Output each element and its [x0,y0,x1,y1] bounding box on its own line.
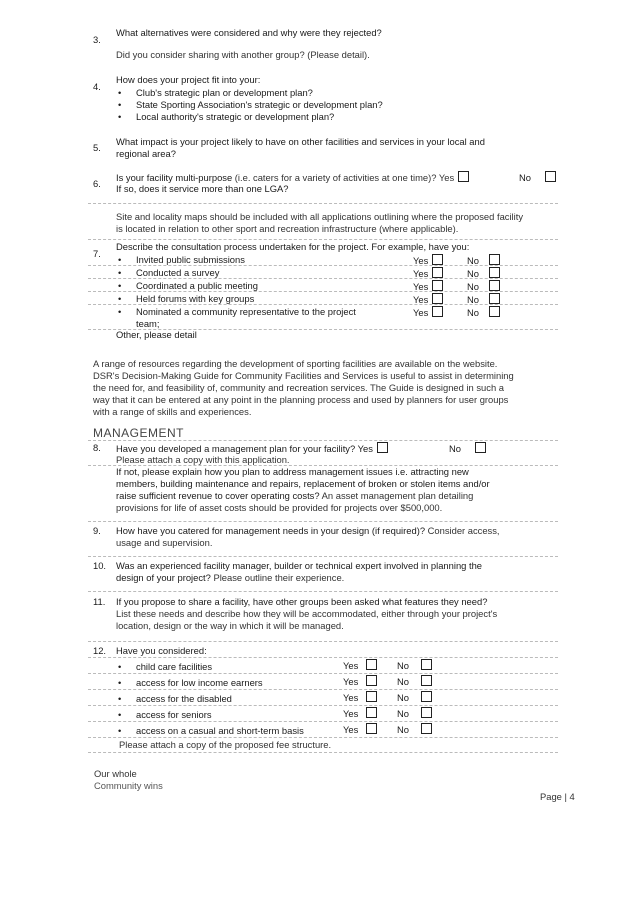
resources-line: the need for, and feasibility of, community and recreation services. The Guide is designed in such a [93,382,504,393]
q5-line1: What impact is your project likely to have on other facilities and services in your local and [116,136,485,147]
q12-yes-row [343,691,377,704]
q5-line2: regional area? [116,148,176,159]
q8-bold: Have you developed a management plan for your facility? [116,443,356,454]
yes-label: Yes [413,268,429,279]
q12-no-checkbox[interactable] [421,691,432,702]
maps-note-line2: is located in relation to other sport and recreation infrastructure (where applicable). [116,223,459,234]
q8-no-label: No [449,443,461,454]
q12-no-checkbox[interactable] [421,659,432,670]
yes-label: Yes [343,676,359,687]
divider [88,641,558,642]
q7-yes-row [413,306,443,319]
q12-yes-row [343,659,377,672]
no-label: No [397,676,409,687]
resources-line: with a range of skills and experiences. [93,406,252,417]
q7-number: 7. [93,248,101,259]
q7-text: Describe the consultation process undertaken for the project. For example, have you: [116,241,470,252]
q11-number: 11. [93,596,106,607]
divider [88,657,558,658]
no-label: No [467,294,479,305]
q4-number: 4. [93,81,101,92]
q4-text: How does your project fit into your: [116,74,261,85]
q9-line1 [116,525,500,537]
divider [88,556,558,557]
maps-note-line1: Site and locality maps should be included with all applications outlining where the proposed facility [116,211,524,222]
divider [88,673,558,674]
q6-no-checkbox[interactable] [545,171,556,182]
q12-no-checkbox[interactable] [421,707,432,718]
q11-line2: List these needs and describe how they will be accommodated, either through your project's [116,608,498,619]
yes-label: Yes [343,724,359,735]
q7-item5-cont: team; [136,318,160,329]
q12-yes-checkbox[interactable] [366,675,377,686]
q12-number: 12. [93,645,107,656]
q7-other: Other, please detail [116,329,197,340]
q3-sub: Did you consider sharing with another group? (Please detail). [116,49,370,60]
q8-not-line: members, building maintenance and repairs, replacement of broken or stolen items and/or [116,478,490,489]
divider [88,304,558,305]
q12-no-row [397,707,432,720]
divider [88,203,558,204]
q7-no-checkbox[interactable] [489,254,500,265]
yes-label: Yes [413,307,429,318]
q12-yes-checkbox[interactable] [366,691,377,702]
q10-line1: Was an experienced facility manager, builder or technical expert involved in planning the [116,560,483,571]
yes-label: Yes [413,294,429,305]
q6-line2: If so, does it service more than one LGA? [116,183,289,194]
q7-no-checkbox[interactable] [489,293,500,304]
q9-light: Consider access, [425,525,500,536]
divider [88,440,558,441]
resources-line: way that it can be entered at any point in the planning process and used by planners for user groups [93,394,509,405]
q6-no-label: No [519,172,531,183]
divider [88,705,558,706]
q7-yes-checkbox[interactable] [432,267,443,278]
no-label: No [397,692,409,703]
q7-yes-checkbox[interactable] [432,280,443,291]
q11-line3: location, design or the way in which it will be managed. [116,620,344,631]
q12-no-row [397,659,432,672]
q10-bold: design of your project? [116,572,211,583]
q7-no-checkbox[interactable] [489,267,500,278]
no-label: No [397,660,409,671]
no-label: No [397,724,409,735]
q8-yes-label: Yes [357,443,373,454]
q12-no-checkbox[interactable] [421,723,432,734]
q8-not-line3-bold: raise sufficient revenue to cover operating costs? [116,490,320,501]
footer-logo-line2: Community wins [94,780,163,791]
q7-yes-checkbox[interactable] [432,306,443,317]
yes-label: Yes [343,692,359,703]
management-heading: MANAGEMENT [93,426,185,440]
q10-light: Please outline their experience. [210,572,345,583]
q8-attach: Please attach a copy with this application. [116,454,290,465]
q12-yes-row [343,675,377,688]
q10-number: 10. [93,560,107,571]
no-label: No [467,268,479,279]
q6-number: 6. [93,178,101,189]
footer-logo-line1: Our whole [94,768,137,779]
q12-no-checkbox[interactable] [421,675,432,686]
q7-no-checkbox[interactable] [489,306,500,317]
q12-yes-checkbox[interactable] [366,723,377,734]
q6-yes-checkbox[interactable] [458,171,469,182]
no-label: No [397,708,409,719]
q11-line1: If you propose to share a facility, have other groups been asked what features they need? [116,596,488,607]
no-label: No [467,255,479,266]
divider [88,721,558,722]
q10-line2 [116,572,344,584]
q8-not-line: If not, please explain how you plan to address management issues i.e. attracting new [116,466,469,477]
q12-yes-row [343,707,377,720]
q7-no-checkbox[interactable] [489,280,500,291]
q9-number: 9. [93,525,101,536]
q5-number: 5. [93,142,101,153]
page-number: Page | 4 [540,791,575,802]
yes-label: Yes [343,660,359,671]
divider [88,591,558,592]
q8-yes-checkbox[interactable] [377,442,388,453]
q12-no-row [397,723,432,736]
yes-label: Yes [343,708,359,719]
yes-label: Yes [413,281,429,292]
q9-line2: usage and supervision. [116,537,213,548]
q8-not-line4: provisions for life of asset costs should be provided for projects over $500,000. [116,502,443,513]
resources-line: A range of resources regarding the development of sporting facilities are available on the website. [93,358,498,369]
divider [88,291,558,292]
divider [88,239,558,240]
q12-text: Have you considered: [116,645,207,656]
q8-number: 8. [93,442,101,453]
q8-not-line3-light: An asset management plan detailing [319,490,474,501]
q7-yes-checkbox[interactable] [432,293,443,304]
q6-bold: Is your facility multi-purpose [116,172,233,183]
q3-number: 3. [93,34,101,45]
q9-bold: How have you catered for management needs in your design (if required)? [116,525,426,536]
q12-yes-checkbox[interactable] [366,659,377,670]
q7-no-row [467,306,500,319]
divider [88,278,558,279]
q3-text: What alternatives were considered and why were they rejected? [116,27,382,38]
no-label: No [467,307,479,318]
q12-no-row [397,691,432,704]
q8-not-line3 [116,490,473,502]
resources-line: DSR's Decision-Making Guide for Community Facilities and Services is useful to assist in determining [93,370,514,381]
q7-yes-checkbox[interactable] [432,254,443,265]
divider [88,521,558,522]
q8-no-checkbox[interactable] [475,442,486,453]
divider [88,752,558,753]
divider [88,265,558,266]
q12-yes-row [343,723,377,736]
divider [88,689,558,690]
q12-yes-checkbox[interactable] [366,707,377,718]
divider [88,737,558,738]
q6-light: (i.e. caters for a variety of activities at one time)? Yes [232,172,455,183]
yes-label: Yes [413,255,429,266]
q12-no-row [397,675,432,688]
q12-fee: Please attach a copy of the proposed fee structure. [119,739,332,750]
no-label: No [467,281,479,292]
